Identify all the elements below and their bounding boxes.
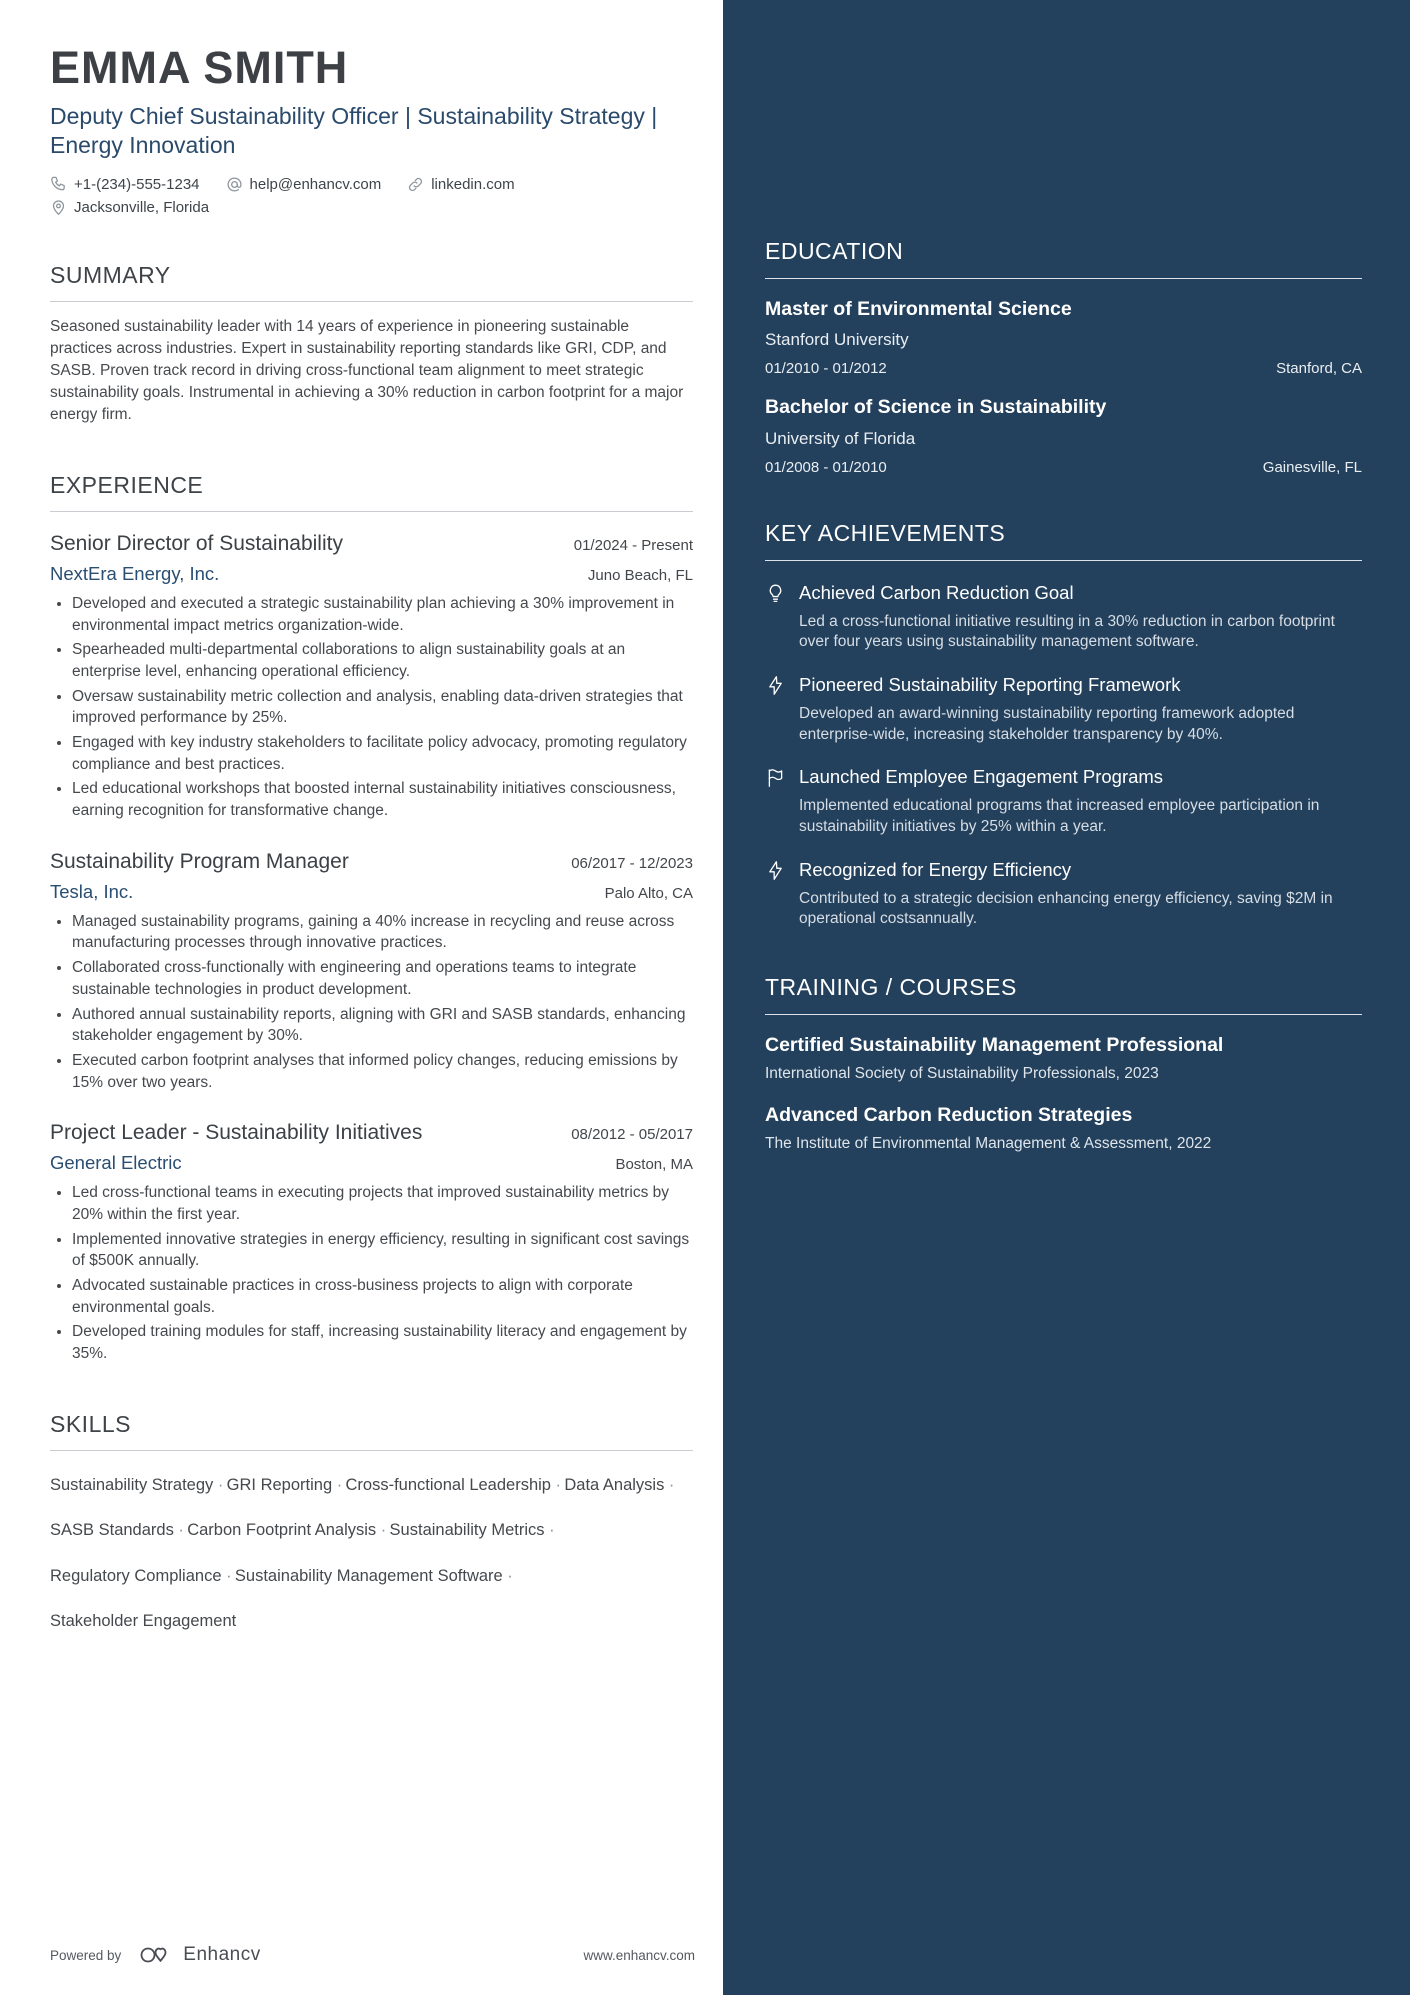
email-contact[interactable]: [226, 176, 382, 193]
achievement-entry: [765, 581, 1362, 653]
training-section: [765, 974, 1362, 1155]
achievements-heading: KEY ACHIEVEMENTS: [765, 520, 1362, 561]
flag-icon: [765, 767, 786, 788]
education-heading: EDUCATION: [765, 238, 1362, 279]
job-dates: 01/2024 - Present: [573, 536, 693, 554]
degree-title: Master of Environmental Science: [765, 298, 1072, 320]
footer: [50, 1943, 695, 1967]
job-entry: [50, 532, 693, 822]
job-title: Senior Director of Sustainability: [50, 531, 343, 555]
link-text: linkedin.com: [431, 175, 515, 193]
bullet-item: • Led educational workshops that boosted internal sustainability initiatives consciousness, earning recognition for transformative change.: [72, 778, 693, 821]
course-entry: [765, 1033, 1362, 1085]
zap-icon: [765, 675, 786, 696]
experience-section: [50, 472, 693, 1365]
degree-location: Stanford, CA: [1276, 360, 1362, 378]
skills-list: [50, 1463, 693, 1645]
job-title: Sustainability Program Manager: [50, 849, 349, 873]
contact-row: [50, 176, 693, 193]
bullet-item: • Spearheaded multi-departmental collaborations to align sustainability goals at an enterprise level, enhancing operational efficiency.: [72, 639, 693, 682]
enhancv-wordmark: Enhancv: [183, 1944, 261, 1965]
summary-heading: SUMMARY: [50, 262, 693, 302]
email-text: help@enhancv.com: [249, 175, 382, 193]
summary-section: [50, 262, 693, 426]
training-heading: TRAINING / COURSES: [765, 974, 1362, 1015]
job-bullets: [50, 593, 693, 822]
powered-by-label: Powered by: [50, 1947, 122, 1963]
enhancv-brand[interactable]: [139, 1943, 260, 1967]
experience-heading: EXPERIENCE: [50, 472, 693, 512]
job-entry: [50, 1121, 693, 1365]
skill-item: GRI Reporting ·: [227, 1476, 346, 1494]
bullet-item: • Collaborated cross-functionally with engineering and operations teams to integrate sustainable technologies in product development.: [72, 957, 693, 1000]
job-company: NextEra Energy, Inc.: [50, 562, 220, 584]
enhancv-logo-icon: [139, 1943, 175, 1967]
sidebar: [723, 0, 1410, 1995]
skill-item: Cross-functional Leadership ·: [346, 1476, 565, 1494]
education-entry: [765, 297, 1362, 377]
skills-section: [50, 1411, 693, 1645]
job-company: Tesla, Inc.: [50, 880, 134, 902]
powered-by: [50, 1943, 261, 1967]
course-entry: [765, 1103, 1362, 1155]
bullet-item: • Developed and executed a strategic sustainability plan achieving a 30% improvement in environmental impact metrics organization-wide.: [72, 593, 693, 636]
bullet-item: • Led cross-functional teams in executing projects that improved sustainability metrics by 20% within the first year.: [72, 1182, 693, 1225]
achievement-title: Recognized for Energy Efficiency: [799, 858, 1072, 880]
course-desc: The Institute of Environmental Management & Assessment, 2022: [765, 1135, 1212, 1153]
job-dates: 08/2012 - 05/2017: [571, 1126, 693, 1144]
degree-location: Gainesville, FL: [1262, 458, 1362, 476]
bullet-item: • Executed carbon footprint analyses that informed policy changes, reducing emissions by 15% over two years.: [72, 1050, 693, 1093]
skill-item: Sustainability Metrics ·: [390, 1521, 558, 1539]
person-headline: Deputy Chief Sustainability Officer | Sustainability Strategy | Energy Innovation: [50, 103, 658, 159]
location-row: [50, 199, 693, 216]
achievement-desc: Contributed to a strategic decision enhancing energy efficiency, saving $2M in operational costsannually.: [799, 889, 1333, 928]
degree-school: University of Florida: [765, 428, 916, 448]
bullet-item: • Advocated sustainable practices in cross-business projects to align with corporate environmental goals.: [72, 1275, 693, 1318]
job-location: Juno Beach, FL: [587, 566, 693, 584]
person-name: EMMA SMITH: [50, 42, 349, 93]
course-desc: International Society of Sustainability Professionals, 2023: [765, 1065, 1159, 1083]
achievement-title: Launched Employee Engagement Programs: [799, 766, 1164, 788]
achievement-title: Pioneered Sustainability Reporting Framework: [799, 674, 1181, 696]
skill-item: Regulatory Compliance ·: [50, 1567, 235, 1585]
location-pin-icon: [50, 199, 67, 216]
degree-school: Stanford University: [765, 330, 909, 350]
phone-text: +1-(234)-555-1234: [74, 175, 200, 193]
skill-item: Carbon Footprint Analysis ·: [187, 1521, 389, 1539]
bullet-item: • Managed sustainability programs, gaining a 40% increase in recycling and reuse across manufacturing processes through innovative practices.: [72, 911, 693, 954]
zap-icon: [765, 860, 786, 881]
job-location: Boston, MA: [615, 1156, 693, 1174]
bullet-item: • Implemented innovative strategies in energy efficiency, resulting in significant cost savings of $500K annually.: [72, 1229, 693, 1272]
summary-text: Seasoned sustainability leader with 14 years of experience in pioneering sustainable practices across industries. Expert in sustainability reporting standards like GRI, CDP, and SASB. Proven track record in driving cross-functional team alignment to meet strategic sustainability goals. Instrumental in achieving a 30% reduction in carbon footprint for a major energy firm.: [50, 317, 684, 423]
job-bullets: [50, 911, 693, 1094]
achievement-desc: Developed an award-winning sustainability reporting framework adopted enterprise-wide, increasing stakeholder transparency by 40%.: [799, 705, 1295, 743]
skill-item: Sustainability Management Software ·: [235, 1567, 516, 1585]
degree-dates: 01/2008 - 01/2010: [765, 458, 887, 476]
achievements-section: [765, 520, 1362, 930]
skill-item: Data Analysis ·: [564, 1476, 677, 1494]
skill-item: Sustainability Strategy ·: [50, 1476, 227, 1494]
job-location: Palo Alto, CA: [604, 884, 693, 902]
bullet-item: • Engaged with key industry stakeholders to facilitate policy advocacy, promoting regulatory compliance and best practices.: [72, 732, 693, 775]
course-title: Advanced Carbon Reduction Strategies: [765, 1103, 1133, 1126]
email-at-icon: [226, 176, 243, 193]
job-bullets: [50, 1182, 693, 1365]
achievement-desc: Implemented educational programs that increased employee participation in sustainability initiatives by 25% within a year.: [799, 797, 1320, 835]
achievement-entry: [765, 858, 1362, 930]
phone-icon: [50, 176, 67, 193]
location-text: Jacksonville, Florida: [74, 198, 210, 216]
location-contact: [50, 199, 209, 216]
degree-dates: 01/2010 - 01/2012: [765, 360, 887, 378]
skill-item: SASB Standards ·: [50, 1521, 187, 1539]
header: [50, 42, 693, 216]
skill-item: Stakeholder Engagement: [50, 1611, 237, 1630]
lightbulb-icon: [765, 583, 786, 604]
link-contact[interactable]: [407, 176, 514, 193]
achievement-title: Achieved Carbon Reduction Goal: [799, 581, 1074, 603]
phone-contact[interactable]: [50, 176, 200, 193]
job-entry: [50, 850, 693, 1094]
bullet-item: • Oversaw sustainability metric collection and analysis, enabling data-driven strategies that improved performance by 25%.: [72, 686, 693, 729]
achievement-desc: Led a cross-functional initiative resulting in a 30% reduction in carbon footprint over four years using sustainability management software.: [799, 612, 1335, 651]
job-title: Project Leader - Sustainability Initiatives: [50, 1121, 423, 1145]
degree-title: Bachelor of Science in Sustainability: [765, 396, 1107, 419]
skills-heading: SKILLS: [50, 1411, 693, 1451]
job-company: General Electric: [50, 1152, 182, 1174]
education-entry: [765, 395, 1362, 475]
bullet-item: • Authored annual sustainability reports, aligning with GRI and SASB standards, enhancing stakeholder engagement by 30%.: [72, 1004, 693, 1047]
bullet-item: • Developed training modules for staff, increasing sustainability literacy and engagement by 35%.: [72, 1321, 693, 1364]
achievement-entry: [765, 765, 1362, 837]
education-section: [765, 238, 1362, 476]
job-dates: 06/2017 - 12/2023: [571, 854, 693, 872]
site-url[interactable]: www.enhancv.com: [583, 1947, 695, 1963]
course-title: Certified Sustainability Management Professional: [765, 1033, 1224, 1056]
achievement-entry: [765, 673, 1362, 745]
link-icon: [407, 176, 424, 193]
